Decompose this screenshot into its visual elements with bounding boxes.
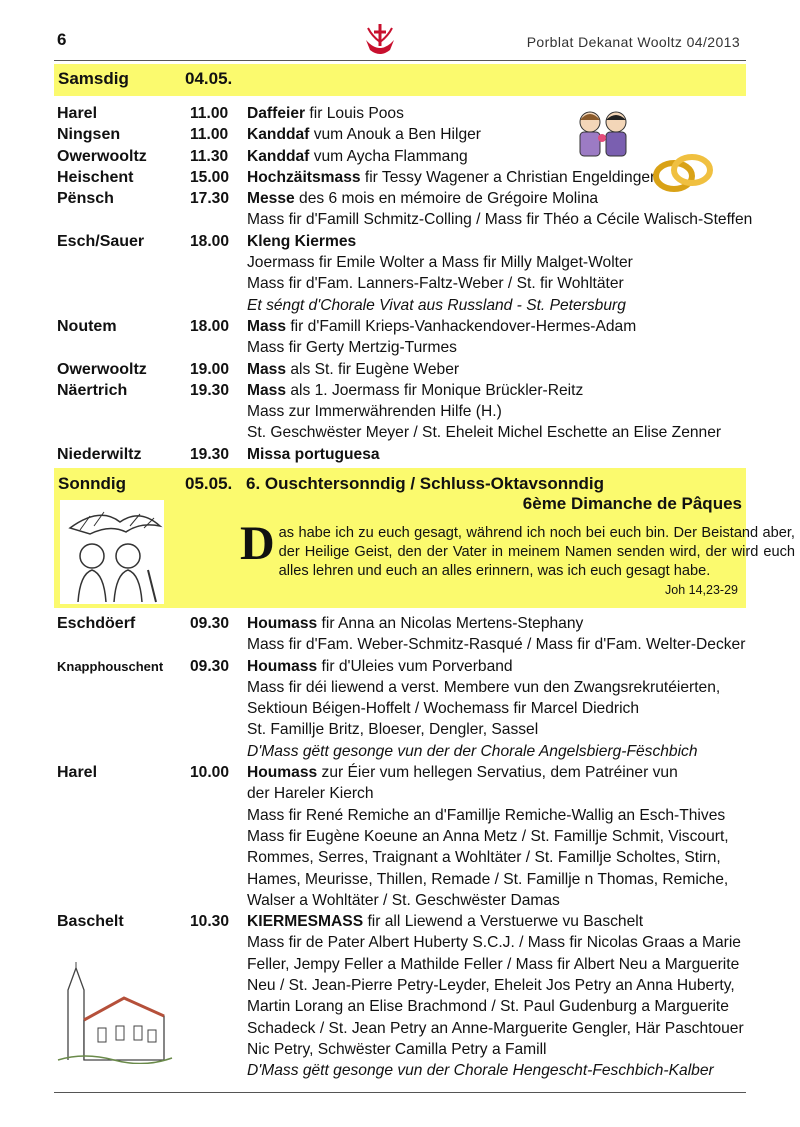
service-type: KIERMESMASS	[247, 913, 364, 931]
service-description	[247, 634, 745, 655]
service-detail: als St. fir Eugène Weber	[286, 360, 460, 378]
service-type: Missa portuguesa	[247, 445, 380, 463]
schedule-row	[57, 422, 747, 443]
service-description	[247, 847, 721, 868]
service-type: Messe	[247, 190, 295, 208]
service-detail: Walser a Wohltäter / St. Geschwëster Damas	[247, 891, 560, 909]
service-type: Daffeier	[247, 105, 306, 122]
place-name: Heischent	[57, 168, 134, 186]
schedule-row	[57, 103, 747, 124]
service-description	[247, 295, 626, 316]
band-date: 05.05.	[185, 474, 233, 493]
service-type: Houmass	[247, 764, 318, 782]
mass-time: 11.00	[190, 126, 229, 144]
schedule-row	[57, 167, 747, 188]
schedule-row	[57, 337, 747, 358]
service-detail: vum Aycha Flammang	[309, 147, 468, 165]
service-description	[247, 741, 698, 762]
service-detail: Mass fir d'Fam. Lanners-Faltz-Weber / St. fir Wohltäter	[247, 275, 624, 293]
service-detail: St. Famillje Britz, Bloeser, Dengler, Sassel	[247, 721, 539, 739]
place-name: Baschelt	[57, 913, 124, 931]
service-detail: als 1. Joermass fir Monique Brückler-Reitz	[286, 381, 584, 399]
children-illustration-icon	[574, 108, 634, 162]
mass-time: 18.00	[190, 317, 230, 335]
service-detail: Et séngt d'Chorale Vivat aus Russland - St. Petersburg	[247, 296, 626, 314]
service-description	[247, 869, 728, 890]
service-type: Kanddaf	[247, 147, 310, 165]
service-detail: Mass fir Gerty Mertzig-Turmes	[247, 339, 457, 357]
band-day: Samsdig	[58, 69, 129, 88]
place-name: Ningsen	[57, 126, 121, 144]
schedule-row	[57, 932, 747, 953]
running-title: Porblat Dekanat Wooltz 04/2013	[526, 34, 740, 50]
schedule-row	[57, 762, 747, 783]
service-detail: St. Geschwëster Meyer / St. Eheleit Michel Eschette an Elise Zenner	[247, 424, 722, 442]
schedule-row	[57, 826, 747, 847]
service-detail: Mass fir de Pater Albert Huberty S.C.J. / Mass fir Nicolas Graas a Marie	[247, 934, 741, 952]
service-detail: Hames, Meurisse, Thillen, Remade / St. Famillje n Thomas, Remiche,	[247, 870, 729, 888]
mass-time: 19.00	[190, 360, 230, 378]
service-detail: Neu / St. Jean-Pierre Petry-Leyder, Eheleit Jos Petry an Anna Huberty,	[247, 977, 735, 995]
mass-time: 18.00	[190, 232, 230, 250]
schedule-row	[57, 209, 753, 230]
mass-time: 09.30	[190, 657, 230, 675]
day-band-saturday	[54, 64, 746, 96]
quote-body: as habe ich zu euch gesagt, während ich noch bei euch bin. Der Beistand aber, der Heilige Geist, den der Vater in meinem Namen senden wird, der wird euch alles lehren und euch an alles erinnern, was ich euch gesagt habe.	[278, 525, 795, 579]
service-description	[247, 380, 583, 401]
place-name: Knapphouschent	[57, 658, 164, 674]
mass-time: 10.00	[190, 764, 230, 782]
schedule-row	[57, 869, 747, 890]
service-type: Hochzäitsmass	[247, 168, 361, 186]
service-detail: fir d'Famill Krieps-Vanhackendover-Hermes-Adam	[286, 317, 637, 335]
header-rule	[54, 60, 746, 61]
service-detail: Mass fir déi liewend a verst. Membere vun den Zwangsrekrutéierten,	[247, 678, 721, 696]
place-name: Näertrich	[57, 381, 128, 399]
service-description	[247, 805, 725, 826]
band-day: Sonndig	[58, 474, 126, 493]
service-description	[247, 337, 457, 358]
schedule-row	[57, 295, 747, 316]
schedule-row	[57, 911, 747, 932]
schedule-row	[57, 188, 747, 209]
service-type: Kanddaf	[247, 126, 310, 144]
service-description	[247, 359, 459, 380]
service-description	[247, 975, 735, 996]
service-description	[247, 1039, 547, 1060]
service-detail: fir Louis Poos	[305, 105, 404, 122]
service-description	[247, 954, 739, 975]
schedule-row	[57, 252, 747, 273]
place-name: Noutem	[57, 317, 117, 335]
service-detail: Sektioun Béigen-Hoffelt / Wochemass fir Marcel Diedrich	[247, 700, 640, 718]
service-description	[247, 890, 560, 911]
mass-time: 09.30	[190, 615, 230, 632]
footer-rule	[54, 1092, 746, 1093]
service-description	[247, 1018, 744, 1039]
service-detail: Schadeck / St. Jean Petry an Anne-Marguerite Gengler, Här Paschtouer	[247, 1019, 744, 1037]
page-number: 6	[57, 30, 67, 49]
service-description	[247, 762, 678, 783]
quote-dropcap: D	[240, 517, 275, 570]
service-detail: Mass zur Immerwährenden Hilfe (H.)	[247, 403, 502, 421]
service-description	[247, 783, 374, 804]
schedule-row	[57, 316, 747, 337]
schedule-row	[57, 444, 747, 465]
mass-time: 15.00	[190, 168, 230, 186]
service-detail: Mass fir Eugène Koeune an Anna Metz / St. Famillje Schmit, Viscourt,	[247, 827, 729, 845]
schedule-row	[57, 124, 747, 145]
service-detail: Joermass fir Emile Wolter a Mass fir Milly Malget-Wolter	[247, 254, 633, 272]
quote-reference: Joh 14,23-29	[665, 583, 738, 597]
service-detail: fir d'Uleies vum Porverband	[317, 657, 513, 675]
mass-time: 11.30	[190, 147, 229, 165]
church-illustration-icon	[54, 960, 174, 1064]
service-detail: zur Éier vum hellegen Servatius, dem Patréiner vun	[317, 764, 678, 782]
service-type: Mass	[247, 317, 287, 335]
schedule-row	[57, 656, 747, 677]
service-description	[247, 826, 729, 847]
service-description	[247, 656, 513, 677]
schedule-row	[57, 741, 747, 762]
service-description	[247, 444, 380, 465]
saturday-entries	[57, 103, 753, 465]
service-detail: des 6 mois en mémoire de Grégoire Molina	[294, 190, 599, 208]
service-description	[247, 146, 468, 167]
service-detail: Mass fir René Remiche an d'Famillje Remiche-Wallig an Esch-Thives	[247, 806, 726, 824]
service-description	[247, 231, 356, 252]
service-detail: fir all Liewend a Verstuerwe vu Baschelt	[363, 913, 644, 931]
service-description	[247, 613, 583, 634]
service-type: Mass	[247, 360, 287, 378]
place-name: Owerwooltz	[57, 360, 147, 378]
service-detail: fir Tessy Wagener a Christian Engeldinger	[360, 168, 656, 186]
service-description	[247, 103, 404, 124]
wedding-rings-icon	[650, 148, 716, 200]
place-name: Niederwiltz	[57, 445, 142, 463]
service-description	[247, 719, 538, 740]
band-subtitle: 6ème Dimanche de Pâques	[522, 494, 742, 513]
schedule-row	[57, 146, 747, 167]
mass-time: 19.30	[190, 445, 230, 463]
place-name: Harel	[57, 764, 98, 782]
service-description	[247, 209, 752, 230]
schedule-row	[57, 805, 747, 826]
schedule-row	[57, 359, 747, 380]
schedule-row	[57, 890, 747, 911]
service-type: Houmass	[247, 615, 318, 632]
band-date: 04.05.	[185, 69, 233, 88]
schedule-row	[57, 380, 747, 401]
service-description	[247, 996, 729, 1017]
mass-time: 10.30	[190, 913, 230, 931]
schedule-row	[57, 719, 747, 740]
service-description	[247, 932, 741, 953]
service-detail: Martin Lorang an Elise Brachmond / St. Paul Gudenburg a Marguerite	[247, 998, 729, 1016]
place-name: Owerwooltz	[57, 147, 147, 165]
service-detail: Rommes, Serres, Traignant a Wohltäter / St. Famillje Scholtes, Stirn,	[247, 849, 721, 867]
holy-spirit-illustration-icon	[60, 500, 164, 604]
service-type: Kleng Kiermes	[247, 232, 357, 250]
service-description	[247, 911, 643, 932]
place-name: Harel	[57, 105, 98, 122]
day-band-sunday	[54, 468, 795, 608]
service-description	[247, 252, 633, 273]
service-detail: D'Mass gëtt gesonge vun der Chorale Hengescht-Feschbich-Kalber	[247, 1062, 714, 1080]
service-description	[247, 316, 636, 337]
schedule-row	[57, 698, 747, 719]
service-description	[247, 677, 720, 698]
place-name: Pënsch	[57, 190, 114, 208]
schedule-row	[57, 783, 747, 804]
mass-time: 17.30	[190, 190, 230, 208]
schedule-row	[57, 231, 747, 252]
service-description	[247, 422, 721, 443]
service-description	[247, 167, 655, 188]
schedule-row	[57, 847, 747, 868]
service-type: Mass	[247, 381, 287, 399]
service-description	[247, 698, 639, 719]
service-detail: Mass fir d'Famill Schmitz-Colling / Mass fir Théo a Cécile Walisch-Steffen	[247, 211, 753, 229]
service-description	[247, 401, 502, 422]
band-title: 6. Ouschtersonndig / Schluss-Oktavsonndig	[246, 474, 605, 493]
schedule-row	[57, 634, 747, 655]
gospel-quote	[240, 517, 795, 581]
service-description	[247, 188, 598, 209]
service-type: Houmass	[247, 657, 318, 675]
schedule-row	[57, 401, 747, 422]
service-detail: der Hareler Kierch	[247, 785, 374, 803]
place-name: Eschdöerf	[57, 615, 136, 632]
service-detail: vum Anouk a Ben Hilger	[309, 126, 481, 144]
service-detail: Nic Petry, Schwëster Camilla Petry a Famill	[247, 1040, 547, 1058]
schedule-row	[57, 273, 747, 294]
mass-time: 11.00	[190, 105, 229, 122]
service-detail: Feller, Jempy Feller a Mathilde Feller / Mass fir Albert Neu a Marguerite	[247, 955, 740, 973]
place-name: Esch/Sauer	[57, 232, 145, 250]
mass-time: 19.30	[190, 381, 230, 399]
service-detail: fir Anna an Nicolas Mertens-Stephany	[317, 615, 584, 632]
schedule-row	[57, 613, 747, 634]
schedule-row	[57, 677, 747, 698]
service-detail: Mass fir d'Fam. Weber-Schmitz-Rasqué / Mass fir d'Fam. Welter-Decker	[247, 636, 746, 654]
service-description	[247, 273, 624, 294]
service-description	[247, 124, 481, 145]
service-description	[247, 1060, 714, 1081]
deanery-logo-icon	[360, 20, 400, 58]
service-detail: D'Mass gëtt gesonge vun der der Chorale Angelsbierg-Fëschbich	[247, 742, 698, 760]
